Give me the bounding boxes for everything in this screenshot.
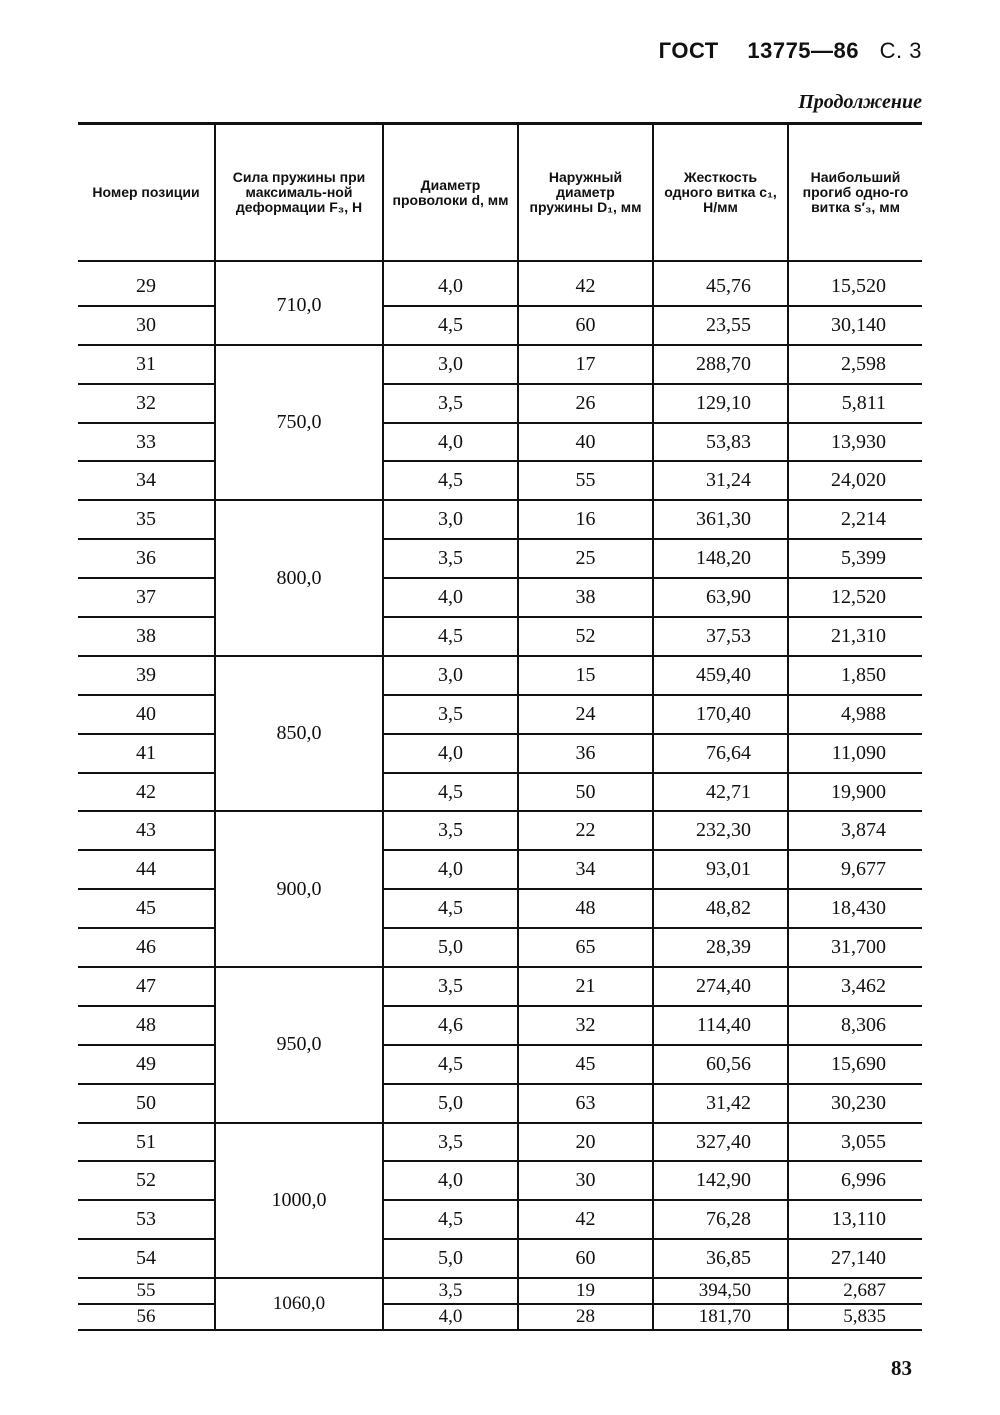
stiffness-cell: 31,42 [653,1084,788,1123]
wire-diameter-cell: 4,5 [383,889,518,928]
deflection-cell: 21,310 [788,617,922,656]
table-row [78,656,922,695]
stiffness-cell: 36,85 [653,1239,788,1278]
page-number: 83 [891,1356,912,1380]
table-row [78,345,922,384]
position-cell: 52 [78,1161,215,1200]
deflection-cell: 15,520 [788,261,922,306]
wire-diameter-cell: 4,5 [383,1045,518,1084]
position-cell: 46 [78,928,215,967]
wire-diameter-cell: 3,5 [383,811,518,850]
wire-diameter-cell: 4,0 [383,261,518,306]
stiffness-cell: 76,64 [653,734,788,773]
wire-diameter-cell: 4,0 [383,734,518,773]
position-cell: 51 [78,1123,215,1162]
outer-diameter-cell: 38 [518,578,653,617]
table-row [78,850,922,889]
deflection-cell: 30,140 [788,306,922,345]
deflection-cell: 24,020 [788,461,922,500]
stiffness-cell: 114,40 [653,1006,788,1045]
outer-diameter-cell: 52 [518,617,653,656]
outer-diameter-cell: 28 [518,1304,653,1330]
wire-diameter-cell: 3,0 [383,500,518,539]
force-cell: 950,0 [215,967,383,1123]
deflection-cell: 12,520 [788,578,922,617]
deflection-cell: 27,140 [788,1239,922,1278]
deflection-cell: 3,462 [788,967,922,1006]
col-header-stiffness: Жесткость одного витка c₁, Н/мм [653,124,788,262]
deflection-cell: 5,399 [788,539,922,578]
stiffness-cell: 129,10 [653,384,788,423]
position-cell: 34 [78,461,215,500]
position-cell: 56 [78,1304,215,1330]
stiffness-cell: 142,90 [653,1161,788,1200]
table-row [78,306,922,345]
deflection-cell: 15,690 [788,1045,922,1084]
position-cell: 50 [78,1084,215,1123]
force-cell: 900,0 [215,811,383,967]
wire-diameter-cell: 3,5 [383,384,518,423]
table-body [78,261,922,1330]
position-cell: 41 [78,734,215,773]
wire-diameter-cell: 5,0 [383,928,518,967]
stiffness-cell: 93,01 [653,850,788,889]
outer-diameter-cell: 22 [518,811,653,850]
outer-diameter-cell: 17 [518,345,653,384]
position-cell: 44 [78,850,215,889]
table-row [78,1304,922,1330]
deflection-cell: 31,700 [788,928,922,967]
wire-diameter-cell: 4,0 [383,850,518,889]
table-row [78,1084,922,1123]
deflection-cell: 1,850 [788,656,922,695]
outer-diameter-cell: 26 [518,384,653,423]
table-row [78,578,922,617]
stiffness-cell: 60,56 [653,1045,788,1084]
stiffness-cell: 170,40 [653,695,788,734]
table-row [78,695,922,734]
outer-diameter-cell: 16 [518,500,653,539]
table-row [78,1161,922,1200]
table-row [78,384,922,423]
stiffness-cell: 53,83 [653,423,788,462]
position-cell: 49 [78,1045,215,1084]
position-cell: 30 [78,306,215,345]
table-row [78,1200,922,1239]
outer-diameter-cell: 50 [518,773,653,812]
position-cell: 53 [78,1200,215,1239]
stiffness-cell: 394,50 [653,1278,788,1304]
wire-diameter-cell: 4,5 [383,773,518,812]
position-cell: 54 [78,1239,215,1278]
force-cell: 750,0 [215,345,383,501]
deflection-cell: 5,811 [788,384,922,423]
table-row [78,889,922,928]
table-row [78,261,922,306]
page-header [659,38,922,64]
position-cell: 45 [78,889,215,928]
outer-diameter-cell: 32 [518,1006,653,1045]
force-cell: 800,0 [215,500,383,656]
table-row [78,461,922,500]
position-cell: 42 [78,773,215,812]
position-cell: 33 [78,423,215,462]
deflection-cell: 19,900 [788,773,922,812]
position-cell: 38 [78,617,215,656]
outer-diameter-cell: 34 [518,850,653,889]
outer-diameter-cell: 55 [518,461,653,500]
outer-diameter-cell: 45 [518,1045,653,1084]
stiffness-cell: 361,30 [653,500,788,539]
table-row [78,1045,922,1084]
force-cell: 1000,0 [215,1123,383,1279]
position-cell: 31 [78,345,215,384]
deflection-cell: 18,430 [788,889,922,928]
col-header-wire-diameter: Диаметр проволоки d, мм [383,124,518,262]
stiffness-cell: 42,71 [653,773,788,812]
stiffness-cell: 28,39 [653,928,788,967]
table-row [78,423,922,462]
stiffness-cell: 48,82 [653,889,788,928]
deflection-cell: 5,835 [788,1304,922,1330]
col-header-force: Сила пружины при максималь-ной деформации F₃, Н [215,124,383,262]
deflection-cell: 4,988 [788,695,922,734]
deflection-cell: 13,110 [788,1200,922,1239]
outer-diameter-cell: 60 [518,1239,653,1278]
stiffness-cell: 148,20 [653,539,788,578]
wire-diameter-cell: 3,5 [383,695,518,734]
wire-diameter-cell: 4,0 [383,1161,518,1200]
stiffness-cell: 23,55 [653,306,788,345]
outer-diameter-cell: 19 [518,1278,653,1304]
position-cell: 32 [78,384,215,423]
table-row [78,773,922,812]
continuation-label: Продолжение [798,91,922,113]
wire-diameter-cell: 3,5 [383,967,518,1006]
standard-code: 13775—86 [747,38,860,63]
wire-diameter-cell: 4,5 [383,1200,518,1239]
wire-diameter-cell: 4,5 [383,306,518,345]
position-cell: 35 [78,500,215,539]
outer-diameter-cell: 42 [518,261,653,306]
deflection-cell: 8,306 [788,1006,922,1045]
table-row [78,734,922,773]
position-cell: 47 [78,967,215,1006]
wire-diameter-cell: 4,0 [383,1304,518,1330]
table-row [78,617,922,656]
spring-data-table [78,122,922,1331]
table-row [78,1239,922,1278]
stiffness-cell: 288,70 [653,345,788,384]
force-cell: 1060,0 [215,1278,383,1330]
col-header-outer-diameter: Наружный диаметр пружины D₁, мм [518,124,653,262]
table-row [78,1278,922,1304]
position-cell: 37 [78,578,215,617]
standard-label: ГОСТ [658,38,719,63]
outer-diameter-cell: 21 [518,967,653,1006]
table-row [78,539,922,578]
outer-diameter-cell: 24 [518,695,653,734]
deflection-cell: 30,230 [788,1084,922,1123]
wire-diameter-cell: 4,5 [383,461,518,500]
table-row [78,811,922,850]
stiffness-cell: 63,90 [653,578,788,617]
wire-diameter-cell: 4,0 [383,578,518,617]
wire-diameter-cell: 3,0 [383,656,518,695]
deflection-cell: 2,687 [788,1278,922,1304]
deflection-cell: 6,996 [788,1161,922,1200]
wire-diameter-cell: 3,5 [383,1123,518,1162]
stiffness-cell: 232,30 [653,811,788,850]
deflection-cell: 3,055 [788,1123,922,1162]
outer-diameter-cell: 65 [518,928,653,967]
wire-diameter-cell: 4,6 [383,1006,518,1045]
outer-diameter-cell: 60 [518,306,653,345]
deflection-cell: 9,677 [788,850,922,889]
wire-diameter-cell: 3,5 [383,1278,518,1304]
force-cell: 850,0 [215,656,383,812]
outer-diameter-cell: 48 [518,889,653,928]
outer-diameter-cell: 36 [518,734,653,773]
stiffness-cell: 76,28 [653,1200,788,1239]
force-cell: 710,0 [215,261,383,345]
wire-diameter-cell: 4,0 [383,423,518,462]
deflection-cell: 2,598 [788,345,922,384]
outer-diameter-cell: 25 [518,539,653,578]
col-header-position: Номер позиции [78,124,215,262]
outer-diameter-cell: 63 [518,1084,653,1123]
table-row [78,500,922,539]
position-cell: 29 [78,261,215,306]
stiffness-cell: 45,76 [653,261,788,306]
stiffness-cell: 31,24 [653,461,788,500]
position-cell: 40 [78,695,215,734]
wire-diameter-cell: 5,0 [383,1239,518,1278]
outer-diameter-cell: 42 [518,1200,653,1239]
stiffness-cell: 459,40 [653,656,788,695]
outer-diameter-cell: 40 [518,423,653,462]
deflection-cell: 11,090 [788,734,922,773]
table-row [78,1006,922,1045]
table-row [78,1123,922,1162]
outer-diameter-cell: 15 [518,656,653,695]
col-header-deflection: Наибольший прогиб одно-го витка s′₃, мм [788,124,922,262]
position-cell: 48 [78,1006,215,1045]
stiffness-cell: 37,53 [653,617,788,656]
page-label: С. 3 [879,38,922,63]
table-header-row [78,124,922,262]
table-row [78,967,922,1006]
wire-diameter-cell: 4,5 [383,617,518,656]
stiffness-cell: 274,40 [653,967,788,1006]
outer-diameter-cell: 30 [518,1161,653,1200]
table-row [78,928,922,967]
deflection-cell: 2,214 [788,500,922,539]
deflection-cell: 3,874 [788,811,922,850]
position-cell: 36 [78,539,215,578]
outer-diameter-cell: 20 [518,1123,653,1162]
stiffness-cell: 181,70 [653,1304,788,1330]
deflection-cell: 13,930 [788,423,922,462]
stiffness-cell: 327,40 [653,1123,788,1162]
position-cell: 43 [78,811,215,850]
position-cell: 55 [78,1278,215,1304]
wire-diameter-cell: 5,0 [383,1084,518,1123]
position-cell: 39 [78,656,215,695]
wire-diameter-cell: 3,5 [383,539,518,578]
wire-diameter-cell: 3,0 [383,345,518,384]
